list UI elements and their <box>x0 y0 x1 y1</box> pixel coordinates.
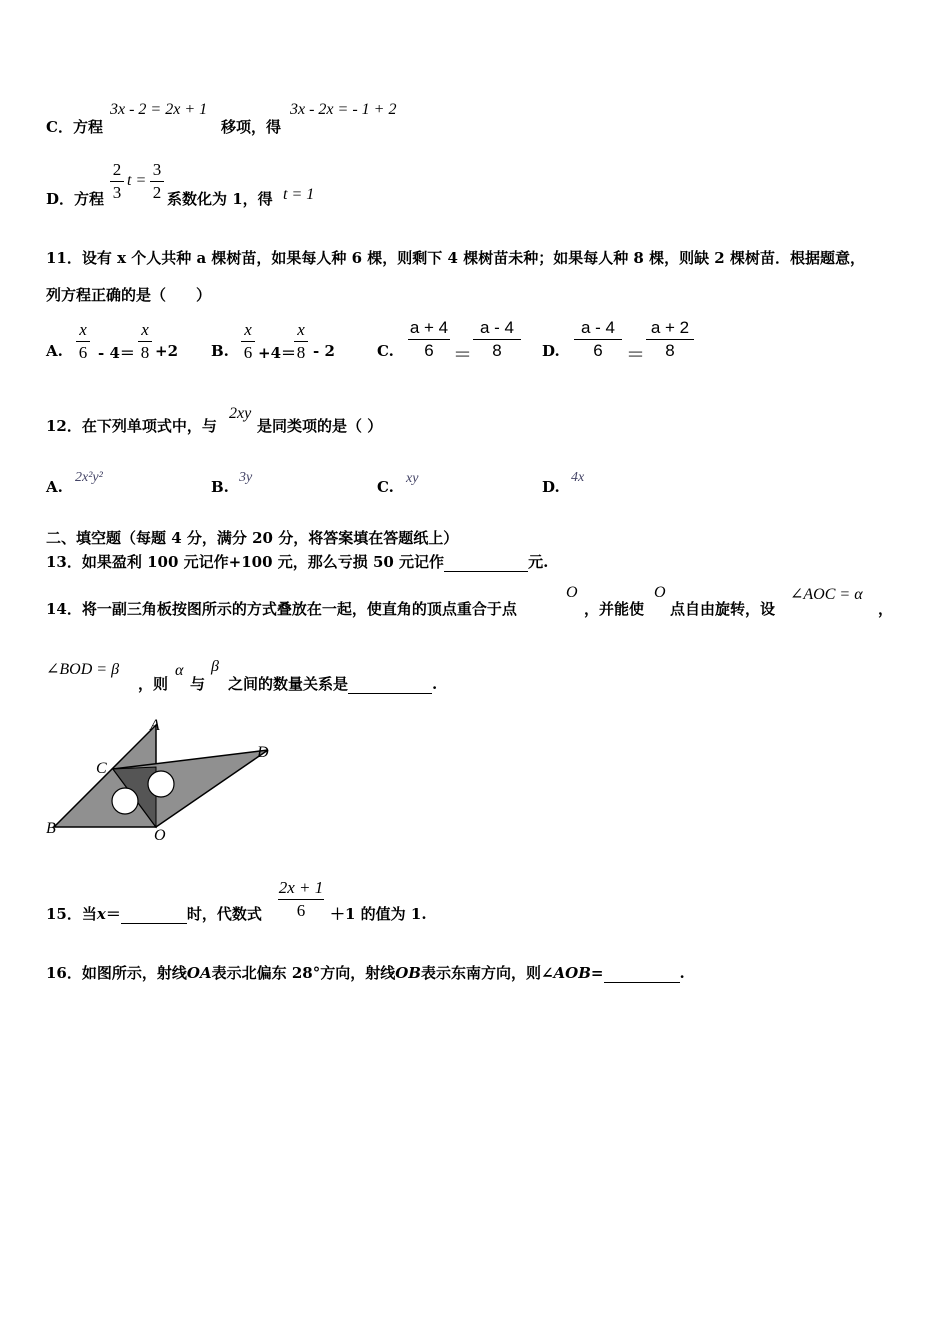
q12-stem-a: 12．在下列单项式中，与 <box>46 417 217 435</box>
triangle-hole-1 <box>112 788 138 814</box>
q12-b-value: 3y <box>239 470 253 485</box>
q10-d-frac1: 2 3 <box>110 160 124 203</box>
q10-c-eq1: 3x - 2 = 2x + 1 <box>110 101 208 118</box>
q15-fraction: 2x + 1 6 <box>278 878 324 920</box>
q11-a-frac1: x 6 <box>76 320 90 363</box>
q14-text-b: ，并能使 <box>584 600 645 618</box>
label-o: O <box>154 827 166 844</box>
q14-text-d: ，则 <box>138 675 169 693</box>
triangle-hole-2 <box>148 771 174 797</box>
q11-d-eq: ＝ <box>626 345 646 366</box>
q11-a-mid: - 4＝ <box>98 344 135 362</box>
q11-c-label: C. <box>377 342 394 360</box>
label-b: B <box>46 820 56 837</box>
q10-d-t1: t = <box>127 172 147 189</box>
q14-text-a: 14．将一副三角板按图所示的方式叠放在一起，使直角的顶点重合于点 <box>46 600 517 618</box>
q12-c-label: C. <box>377 478 394 496</box>
q12-a-value: 2x²y² <box>75 470 103 485</box>
label-d: D <box>257 744 269 761</box>
q12-c-value: xy <box>406 471 419 486</box>
q13-text: 13．如果盈利 100 元记作+100 元，那么亏损 50 元记作 元. <box>46 553 549 571</box>
section2-title: 二、填空题（每题 4 分，满分 20 分，将答案填在答题纸上） <box>46 529 459 547</box>
q12-d-label: D. <box>542 478 560 496</box>
q15-text-d: ＋1 的值为 1. <box>330 905 427 923</box>
q14-text-f: 之间的数量关系是 . <box>228 675 438 693</box>
q11-c-eq: ＝ <box>453 345 473 366</box>
q11-a-end: +2 <box>155 342 179 360</box>
q11-b-end: - 2 <box>313 342 335 360</box>
q11-b-frac2: x 8 <box>294 320 308 363</box>
q11-b-mid: +4＝ <box>258 344 297 362</box>
q11-stem-line1: 11．设有 x 个人共种 a 棵树苗，如果每人种 6 棵，则剩下 4 棵树苗未种；如果每人种 8 棵，则缺 2 棵树苗．根据题意， <box>46 249 865 267</box>
label-c: C <box>96 760 107 777</box>
q14-angle-bod: ∠BOD = β <box>46 661 120 678</box>
q10-d-label: D．方程 <box>46 190 105 208</box>
q14-blank <box>348 675 432 694</box>
q14-angle-aoc: ∠AOC = α <box>790 586 863 603</box>
q11-b-label: B. <box>211 342 229 360</box>
q14-beta: β <box>211 658 219 675</box>
q14-point-o1: O <box>566 584 578 601</box>
q16-blank <box>604 964 680 983</box>
q12-stem-b: 是同类项的是（ ） <box>257 417 383 435</box>
q10-d-frac2: 3 2 <box>150 160 164 203</box>
q14-comma: ， <box>878 600 894 618</box>
q11-a-frac2: x 8 <box>138 320 152 363</box>
label-a: A <box>150 717 160 734</box>
q10-d-res: t = 1 <box>283 186 315 203</box>
q11-d-frac2: a + 2 8 <box>646 318 694 361</box>
q11-c-frac1: a + 4 6 <box>409 318 449 360</box>
q12-a-label: A. <box>46 478 63 496</box>
q11-c-frac2: a - 4 8 <box>473 318 521 361</box>
q11-a-label: A. <box>46 342 63 360</box>
q11-stem-line2: 列方程正确的是（ ） <box>46 286 212 304</box>
q10-c-label: C．方程 <box>46 118 103 136</box>
q13-blank <box>444 553 528 572</box>
q16-text: 16．如图所示，射线OA表示北偏东 28°方向，射线OB表示东南方向，则∠AOB= . <box>46 964 685 982</box>
q11-b-frac1: x 6 <box>241 320 255 363</box>
q10-c-mid: 移项，得 <box>221 118 282 136</box>
q12-term: 2xy <box>229 405 252 422</box>
q14-text-e: 与 <box>190 675 206 693</box>
q14-figure <box>40 712 290 852</box>
q11-d-label: D. <box>542 342 560 360</box>
q10-d-mid: 系数化为 1，得 <box>167 190 273 208</box>
q14-alpha: α <box>175 662 184 679</box>
q11-d-frac1: a - 4 6 <box>574 318 622 361</box>
q14-point-o2: O <box>654 584 666 601</box>
q10-c-eq2: 3x - 2x = - 1 + 2 <box>290 101 397 118</box>
q12-d-value: 4x <box>571 470 585 485</box>
q15-blank <box>121 905 187 924</box>
q14-text-c: 点自由旋转，设 <box>670 600 776 618</box>
q12-b-label: B. <box>211 478 229 496</box>
q15-text-a: 15．当x＝ 时，代数式 <box>46 905 262 923</box>
